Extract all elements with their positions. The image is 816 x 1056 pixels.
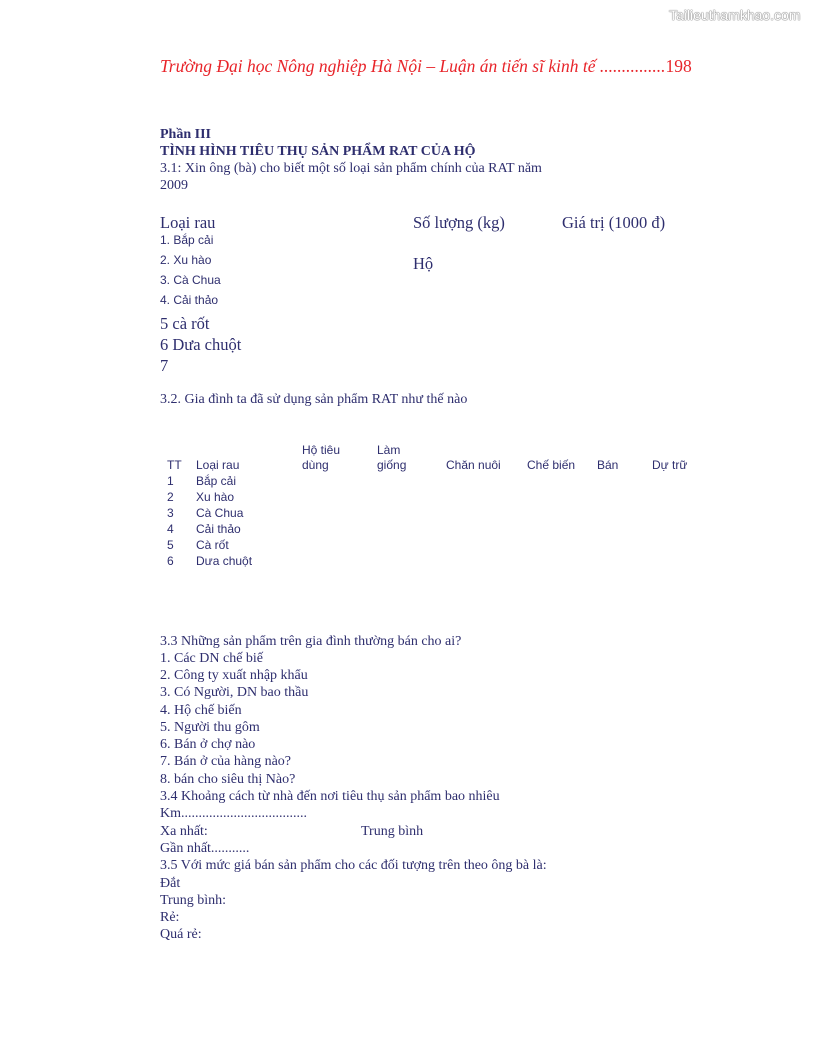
q33-option: 5. Người thu gôm [160,720,260,735]
q32-header-home-use: Hộ tiêu dùng [302,443,341,472]
q34-far: Xa nhất: [160,824,208,839]
q32-header-seed: Làm giống [377,443,407,472]
table-row-tt: 3 [167,506,174,520]
q31-item: 4. Cải thảo [160,293,219,307]
q31-ho: Hộ [413,254,434,273]
q31-item: 6 Dưa chuột [160,335,242,354]
q32-header-type: Loại rau [196,458,240,472]
part-title: TÌNH HÌNH TIÊU THỤ SẢN PHẨM RAT CỦA HỘ [160,144,476,159]
q33-option: 1. Các DN chế biế [160,651,264,666]
q34-title: 3.4 Khoảng cách từ nhà đến nơi tiêu thụ sản phẩm bao nhiêu [160,789,500,804]
table-row-name: Cà rốt [196,538,229,552]
q31-item: 1. Bắp cải [160,233,214,247]
q32-header-processing: Chế biến [527,458,576,472]
table-row-tt: 4 [167,522,174,536]
q35-option: Quá rẻ: [160,927,202,942]
q31-line1: 3.1: Xin ông (bà) cho biết một số loại sản phẩm chính của RAT năm [160,161,542,176]
q33-option: 3. Có Người, DN bao thầu [160,685,309,700]
q31-col-type: Loại rau [160,213,216,232]
q31-line2: 2009 [160,178,188,193]
q33-option: 2. Công ty xuất nhập khẩu [160,668,308,683]
q33-option: 4. Hộ chế biến [160,703,242,718]
page-number: 198 [665,56,692,76]
q32-header-tt: TT [167,458,182,472]
table-row-name: Dưa chuột [196,554,253,568]
q35-option: Rẻ: [160,910,180,925]
table-row-name: Cà Chua [196,506,244,520]
q34-near: Gần nhất........... [160,841,250,856]
q33-title: 3.3 Những sản phẩm trên gia đình thường bán cho ai? [160,634,462,649]
table-row-name: Xu hào [196,490,235,504]
q34-km: Km.................................... [160,806,307,821]
q31-item: 7 [160,356,169,375]
q31-item: 3. Cà Chua [160,273,221,287]
table-row-name: Bắp cải [196,474,237,488]
q35-option: Trung bình: [160,893,227,908]
table-row-name: Cải thảo [196,522,241,536]
page-header [160,56,692,77]
q31-item: 2. Xu hào [160,253,212,267]
q33-option: 6. Bán ở chợ nào [160,737,256,752]
table-row-tt: 6 [167,554,174,568]
header-text: Trường Đại học Nông nghiệp Hà Nội – Luận án tiến sĩ kinh tế ............... [160,56,666,76]
q32-title: 3.2. Gia đình ta đã sử dụng sản phẩm RAT như thế nào [160,392,468,407]
table-row-tt: 1 [167,474,174,488]
q33-option: 8. bán cho siêu thị Nào? [160,772,296,787]
part-label: Phần III [160,127,211,142]
q32-header-livestock: Chăn nuôi [446,458,501,472]
watermark: Tailieuthamkhao.com [669,7,801,23]
q35-option: Đắt [160,876,181,891]
table-row-tt: 2 [167,490,174,504]
q35-title: 3.5 Với mức giá bán sản phẩm cho các đối tượng trên theo ông bà là: [160,858,547,873]
q33-option: 7. Bán ở của hàng nào? [160,754,292,769]
table-row-tt: 5 [167,538,174,552]
q31-col-qty: Số lượng (kg) [413,213,505,232]
q31-item: 5 cà rốt [160,314,210,333]
q34-avg: Trung bình [361,824,424,839]
q32-header-sell: Bán [597,458,619,472]
q32-header-reserve: Dự trữ [652,458,688,472]
q31-col-value: Giá trị (1000 đ) [562,213,666,232]
